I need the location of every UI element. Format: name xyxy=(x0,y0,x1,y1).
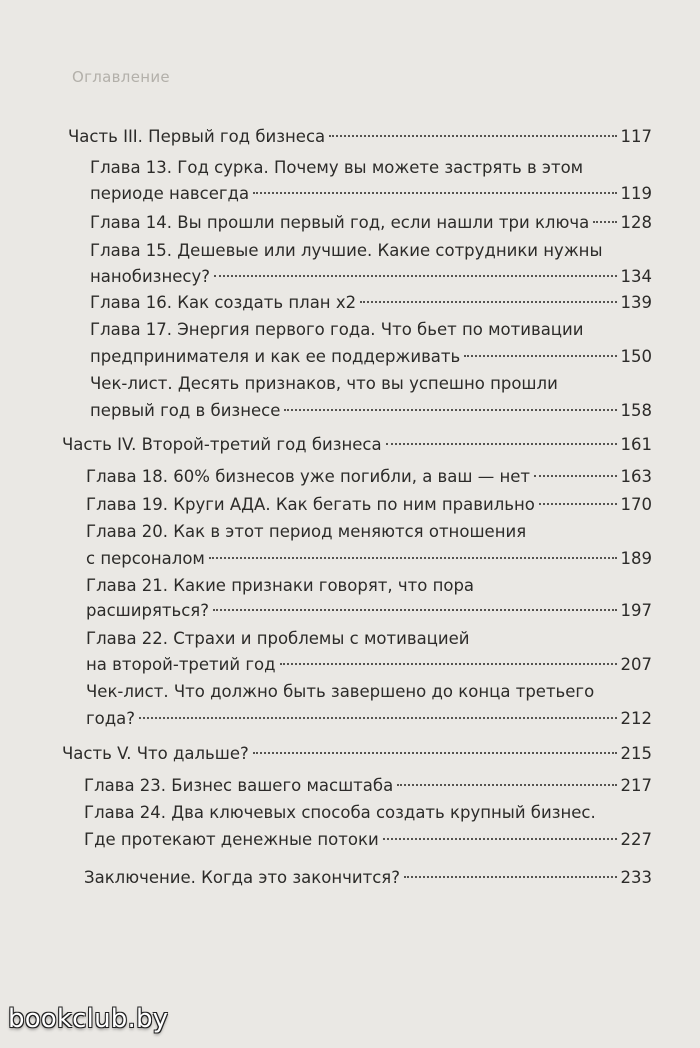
toc-chapter-21 xyxy=(86,600,652,622)
toc-page-number: 227 xyxy=(620,830,652,849)
dot-leader xyxy=(209,557,617,559)
toc-entry-title: Глава 23. Бизнес вашего масштаба xyxy=(84,776,394,795)
toc-chapter-24 xyxy=(84,829,652,851)
toc-entry-title: года? xyxy=(86,709,136,728)
toc-entry-title: Глава 19. Круги АДА. Как бегать по ним правильно xyxy=(86,495,535,514)
dot-leader xyxy=(329,135,616,137)
toc-entry-title: периоде навсегда xyxy=(90,184,250,203)
toc-page-number: 128 xyxy=(620,213,652,232)
toc-page-number: 117 xyxy=(620,127,652,146)
toc-entry-title: Где протекают денежные потоки xyxy=(84,830,379,849)
toc-chapter-21-line1: Глава 21. Какие признаки говорят, что пора xyxy=(86,576,475,595)
toc-entry-title: нанобизнесу? xyxy=(90,267,210,286)
toc-page-number: 170 xyxy=(620,495,652,514)
dot-leader xyxy=(464,355,616,357)
toc-chapter-14 xyxy=(90,212,652,234)
toc-chapter-20 xyxy=(86,548,652,570)
toc-chapter-15-line1: Глава 15. Дешевые или лучшие. Какие сотрудники нужны xyxy=(90,241,603,260)
toc-checklist-2-line1: Чек-лист. Что должно быть завершено до конца третьего xyxy=(86,682,595,701)
dot-leader xyxy=(383,838,617,840)
toc-page-number: 197 xyxy=(620,601,652,620)
toc-entry-title: Часть III. Первый год бизнеса xyxy=(68,127,326,146)
toc-page-number: 150 xyxy=(620,347,652,366)
dot-leader xyxy=(214,275,617,277)
toc-entry-title: Глава 16. Как создать план х2 xyxy=(90,293,357,312)
toc-entry-title: первый год в бизнесе xyxy=(90,401,281,420)
toc-page-number: 139 xyxy=(620,293,652,312)
toc-chapter-13 xyxy=(90,183,652,205)
toc-chapter-13-line1: Глава 13. Год сурка. Почему вы можете застрять в этом xyxy=(90,158,584,177)
dot-leader xyxy=(593,221,616,223)
dot-leader xyxy=(539,503,617,505)
dot-leader xyxy=(397,784,616,786)
toc-chapter-17 xyxy=(90,346,652,368)
dot-leader xyxy=(404,876,617,878)
toc-chapter-17-line1: Глава 17. Энергия первого года. Что бьет по мотивации xyxy=(90,320,584,339)
toc-entry-title: Часть IV. Второй-третий год бизнеса xyxy=(62,435,382,454)
dot-leader xyxy=(534,475,616,477)
toc-page-number: 134 xyxy=(620,267,652,286)
toc-part-5 xyxy=(62,743,652,765)
dot-leader xyxy=(253,752,617,754)
toc-part-3 xyxy=(68,126,652,148)
toc-chapter-23 xyxy=(84,775,652,797)
toc-checklist-1 xyxy=(90,400,652,422)
toc-checklist-1-line1: Чек-лист. Десять признаков, что вы успешно прошли xyxy=(90,374,558,393)
dot-leader xyxy=(139,717,616,719)
toc-chapter-24-line1: Глава 24. Два ключевых способа создать крупный бизнес. xyxy=(84,803,596,822)
toc-chapter-15 xyxy=(90,266,652,288)
toc-page-number: 217 xyxy=(620,776,652,795)
toc-page-number: 215 xyxy=(620,744,652,763)
dot-leader xyxy=(284,409,616,411)
toc-page-number: 233 xyxy=(620,868,652,887)
toc-part-4 xyxy=(62,434,652,456)
toc-entry-title: с персоналом xyxy=(86,549,205,568)
toc-entry-title: Глава 14. Вы прошли первый год, если нашли три ключа xyxy=(90,213,590,232)
dot-leader xyxy=(213,609,617,611)
toc-chapter-18 xyxy=(86,466,652,488)
toc-chapter-22-line1: Глава 22. Страхи и проблемы с мотивацией xyxy=(86,629,470,648)
toc-page-number: 158 xyxy=(620,401,652,420)
toc-conclusion xyxy=(84,867,652,889)
toc-page-number: 207 xyxy=(620,655,652,674)
toc-page-number: 161 xyxy=(620,435,652,454)
watermark: bookclub.by xyxy=(8,1004,169,1034)
toc-entry-title: на второй-третий год xyxy=(86,655,276,674)
dot-leader xyxy=(280,663,617,665)
toc-entry-title: Глава 18. 60% бизнесов уже погибли, а ваш — нет xyxy=(86,467,531,486)
toc-page-number: 119 xyxy=(620,184,652,203)
running-head: Оглавление xyxy=(72,68,170,86)
toc-chapter-16 xyxy=(90,292,652,314)
toc-entry-title: Часть V. Что дальше? xyxy=(62,744,249,763)
toc-entry-title: предпринимателя и как ее поддерживать xyxy=(90,347,461,366)
toc-page-number: 189 xyxy=(620,549,652,568)
toc-chapter-20-line1: Глава 20. Как в этот период меняются отношения xyxy=(86,522,527,541)
dot-leader xyxy=(386,443,617,445)
dot-leader xyxy=(253,192,616,194)
toc-page-number: 212 xyxy=(620,709,652,728)
dot-leader xyxy=(360,301,616,303)
toc-checklist-2 xyxy=(86,708,652,730)
toc-entry-title: Заключение. Когда это закончится? xyxy=(84,868,400,887)
toc-chapter-19 xyxy=(86,494,652,516)
toc-chapter-22 xyxy=(86,654,652,676)
toc-page-number: 163 xyxy=(620,467,652,486)
toc-entry-title: расширяться? xyxy=(86,601,209,620)
